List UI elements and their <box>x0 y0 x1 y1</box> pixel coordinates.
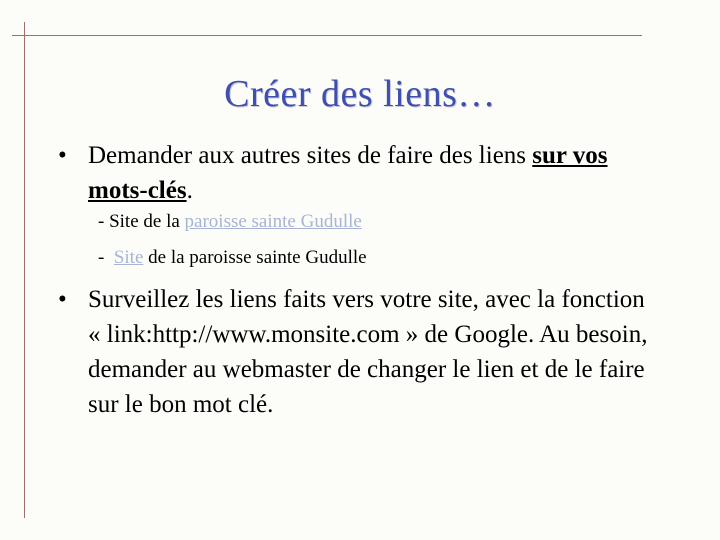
bullet-dot: • <box>58 142 67 169</box>
bullet-text <box>88 138 658 208</box>
bullet-text: Surveillez les liens faits vers votre site, avec la fonction « link:http://www.monsite.com » de Google. Au besoin, demander au webmaster de changer le lien et de le faire sur le bon mot clé. <box>88 286 648 418</box>
sub-item-suffix: de la paroisse sainte Gudulle <box>143 247 367 268</box>
bullet-item-2 <box>58 282 658 422</box>
bullet-text-start: Demander aux autres sites de faire des liens <box>88 142 533 169</box>
bullet-underlined-text: sur vos mots-clés <box>88 142 608 204</box>
sub-item-2 <box>98 245 367 271</box>
top-rule <box>12 35 642 36</box>
sub-item-1 <box>98 209 362 235</box>
bullet-text-end: . <box>186 177 193 204</box>
slide-title: Créer des liens… <box>224 73 496 115</box>
paroisse-link[interactable]: paroisse sainte Gudulle <box>184 211 362 232</box>
sub-item-prefix: - <box>98 247 114 268</box>
bullet-item-1 <box>58 138 658 208</box>
site-link[interactable]: Site <box>113 247 144 268</box>
sub-item-prefix: - Site de la <box>98 211 185 232</box>
bullet-dot: • <box>58 286 67 313</box>
